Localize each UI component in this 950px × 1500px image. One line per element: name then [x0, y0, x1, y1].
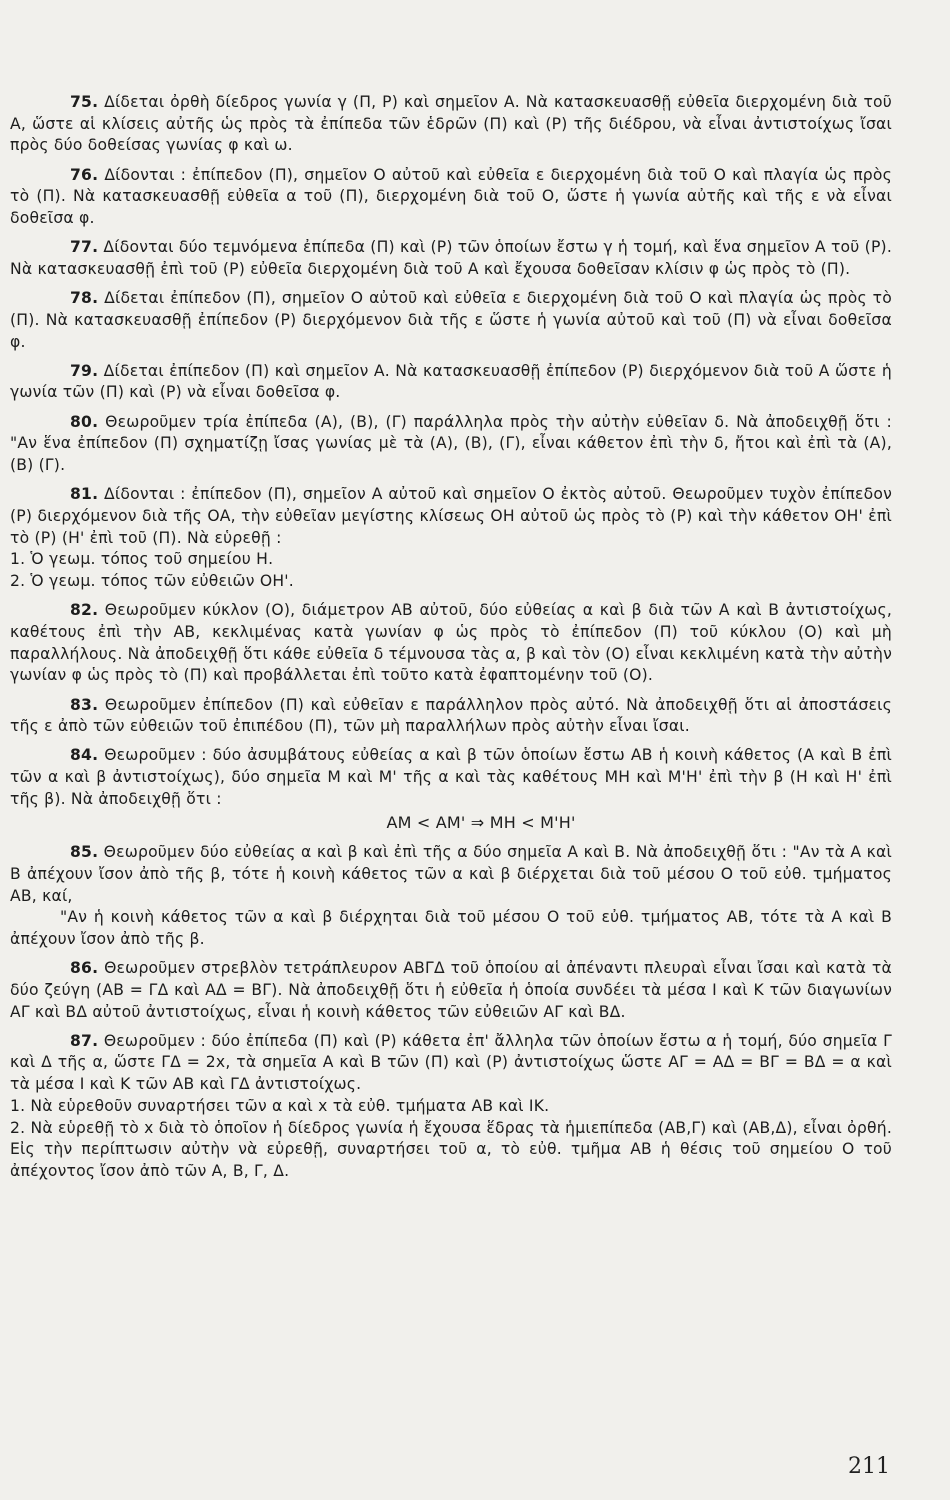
problem-text: Θεωροῦμεν ἐπίπεδον (Π) καὶ εὐθεῖαν ε παράλληλον πρὸς αὐτό. Νὰ ἀποδειχθῇ ὅτι αἱ ἀποστάσεις τῆς ε ἀπὸ τῶν εὐθειῶν τοῦ ἐπιπέδου (Π), τῶν μὴ παραλλήλων πρὸς αὐτὴν εἶναι ἴσαι. — [10, 695, 892, 736]
problem-text: Δίδονται : ἐπίπεδον (Π), σημεῖον Ο αὐτοῦ καὶ εὐθεῖα ε διερχομένη διὰ τοῦ Ο καὶ πλαγία ὡς πρὸς τὸ (Π). Νὰ κατασκευασθῇ εὐθεῖα α τοῦ (Π), διερχομένη διὰ τοῦ Ο, ὥστε ἡ γωνία αὐτῆς καὶ τῆς ε νὰ εἶναι δοθεῖσα φ. — [10, 165, 892, 228]
problem-75 — [10, 92, 892, 157]
sub-item: 2. Ὁ γεωμ. τόπος τῶν εὐθειῶν ΟΗ'. — [10, 572, 294, 591]
problem-84 — [10, 745, 892, 834]
problem-number: 78. — [70, 289, 99, 308]
problem-82 — [10, 600, 892, 687]
problem-number: 80. — [70, 412, 99, 431]
problem-text: Θεωροῦμεν κύκλον (Ο), διάμετρον ΑΒ αὐτοῦ, δύο εὐθείας α καὶ β διὰ τῶν Α καὶ Β ἀντιστοίχως, καθέτους ἐπὶ τὴν ΑΒ, κεκλιμένας κατὰ γωνίαν φ ὡς πρὸς τὸ ἐπίπεδον (Π) τοῦ κύκλου (Ο) καὶ μὴ παραλλήλους. Νὰ ἀποδειχθῇ ὅτι κάθε εὐθεῖα δ τέμνουσα τὰς α, β καὶ τὸν (Ο) εἶναι κεκλιμένη κατὰ τὴν αὐτὴν γωνίαν φ ὡς πρὸς τὸ (Π) καὶ προβάλλεται ἐπὶ τοῦτο κατὰ ἐφαπτομένην τοῦ (Ο). — [10, 601, 892, 685]
problem-text: Δίδεται ἐπίπεδον (Π), σημεῖον Ο αὐτοῦ καὶ εὐθεῖα ε διερχομένη διὰ τοῦ Ο καὶ πλαγία ὡς πρὸς τὸ (Π). Νὰ κατασκευασθῇ ἐπίπεδον (Ρ) διερχόμενον διὰ τῆς ε ὥστε ἡ γωνία αὐτοῦ καὶ τοῦ (Π) νὰ εἶναι δοθεῖσα φ. — [10, 289, 892, 351]
problem-text: Θεωροῦμεν : δύο ἀσυμβάτους εὐθείας α καὶ β τῶν ὁποίων ἔστω ΑΒ ἡ κοινὴ κάθετος (Α καὶ Β ἐπὶ τῶν α καὶ β ἀντιστοίχως), δύο σημεῖα Μ καὶ Μ' τῆς α καὶ τὰς καθέτους ΜΗ καὶ Μ'Η' ἐπὶ τὴν β (Η καὶ Η' ἐπὶ τῆς β). Νὰ ἀποδειχθῇ ὅτι : — [10, 746, 892, 808]
problem-83 — [10, 695, 892, 738]
problem-number: 87. — [70, 1031, 99, 1050]
problem-text: Θεωροῦμεν στρεβλὸν τετράπλευρον ΑΒΓΔ τοῦ ὁποίου αἱ ἀπέναντι πλευραὶ εἶναι ἴσαι καὶ κατὰ τὰ δύο ζεύγη (ΑΒ = ΓΔ καὶ ΑΔ = ΒΓ). Νὰ ἀποδειχθῇ ὅτι ἡ εὐθεῖα ἡ ὁποία συνδέει τὰ μέσα Ι καὶ Κ τῶν διαγωνίων ΑΓ καὶ ΒΔ αὐτοῦ ἀντιστοίχως, εἶναι ἡ κοινὴ κάθετος τῶν εὐθειῶν ΑΓ καὶ ΒΔ. — [10, 959, 892, 1021]
problem-number: 83. — [70, 695, 99, 714]
problem-number: 75. — [70, 93, 99, 111]
problem-77 — [10, 237, 892, 280]
problem-number: 76. — [70, 165, 99, 184]
problem-80 — [10, 412, 892, 477]
page-number: 211 — [848, 1454, 890, 1479]
problem-text: Δίδονται δύο τεμνόμενα ἐπίπεδα (Π) καὶ (Ρ) τῶν ὁποίων ἔστω γ ἡ τομή, καὶ ἕνα σημεῖον Α τοῦ (Ρ). Νὰ κατασκευασθῇ ἐπὶ τοῦ (Ρ) εὐθεῖα διερχομένη διὰ τοῦ Α καὶ ἔχουσα δοθεῖσαν κλίσιν φ ὡς πρὸς τὸ (Π). — [10, 238, 892, 278]
sub-item: 1. Νὰ εὑρεθοῦν συναρτήσει τῶν α καὶ x τὰ εὐθ. τμήματα ΑΒ καὶ ΙΚ. — [10, 1096, 550, 1115]
problem-text: Θεωροῦμεν : δύο ἐπίπεδα (Π) καὶ (Ρ) κάθετα ἐπ' ἄλληλα τῶν ὁποίων ἔστω α ἡ τομή, δύο σημεῖα Γ καὶ Δ τῆς α, ὥστε ΓΔ = 2x, τὰ σημεῖα Α καὶ Β τῶν (Π) καὶ (Ρ) ἀντιστοίχως ὥστε ΑΓ = ΑΔ = ΒΓ = ΒΔ = α καὶ τὰ μέσα Ι καὶ Κ τῶν ΑΒ καὶ ΓΔ ἀντιστοίχως. — [10, 1031, 892, 1094]
problem-81 — [10, 484, 892, 593]
problem-text: Δίδονται : ἐπίπεδον (Π), σημεῖον Α αὐτοῦ καὶ σημεῖον Ο ἐκτὸς αὐτοῦ. Θεωροῦμεν τυχὸν ἐπίπεδον (Ρ) διερχόμενον διὰ τῆς ΟΑ, τὴν εὐθεῖαν μεγίστης κλίσεως ΟΗ αὐτοῦ ὡς πρὸς τὸ (Ρ) καὶ τὴν κάθετον ΟΗ' ἐπὶ τὸ (Ρ) (Η' ἐπὶ τοῦ (Π). Νὰ εὑρεθῇ : — [10, 485, 892, 547]
problem-text: Θεωροῦμεν τρία ἐπίπεδα (Α), (Β), (Γ) παράλληλα πρὸς τὴν αὐτὴν εὐθεῖαν δ. Νὰ ἀποδειχθῇ ὅτι : "Αν ἕνα ἐπίπεδον (Π) σχηματίζῃ ἴσας γωνίας μὲ τὰ (Α), (Β), (Γ), εἶναι κάθετον ἐπὶ τὴν δ, ἤτοι καὶ ἐπὶ τὰ (Α), (Β) (Γ). — [10, 412, 892, 475]
problem-79 — [10, 361, 892, 404]
problem-number: 85. — [70, 843, 99, 862]
problem-number: 86. — [70, 959, 99, 978]
problem-continuation: "Αν ἡ κοινὴ κάθετος τῶν α καὶ β διέρχηται διὰ τοῦ μέσου Ο τοῦ εὐθ. τμήματος ΑΒ, τότε τὰ Α καὶ Β ἀπέχουν ἴσον ἀπὸ τῆς β. — [10, 908, 892, 948]
problem-number: 81. — [70, 485, 99, 504]
problem-number: 77. — [70, 238, 99, 257]
problem-85 — [10, 842, 892, 951]
problem-86 — [10, 958, 892, 1023]
problem-76 — [10, 165, 892, 230]
sub-item: 2. Νὰ εὑρεθῇ τὸ x διὰ τὸ ὁποῖον ἡ δίεδρος γωνία ἡ ἔχουσα ἕδρας τὰ ἡμιεπίπεδα (ΑΒ,Γ) καὶ (ΑΒ,Δ), εἶναι ὀρθή. Εἰς τὴν περίπτωσιν αὐτὴν νὰ εὑρεθῇ, συναρτήσει τοῦ α, τὸ εὐθ. τμῆμα ΑΒ ἡ θέσις τοῦ σημείου Ο τοῦ ἀπέχοντος ἴσον ἀπὸ τῶν Α, Β, Γ, Δ. — [10, 1118, 892, 1180]
problem-text: Θεωροῦμεν δύο εὐθείας α καὶ β καὶ ἐπὶ τῆς α δύο σημεῖα Α καὶ Β. Νὰ ἀποδειχθῇ ὅτι : "Αν τὰ Α καὶ Β ἀπέχουν ἴσον ἀπὸ τῆς β, τότε ἡ κοινὴ κάθετος τῶν α καὶ β διέρχεται διὰ τοῦ μέσου Ο τοῦ εὐθ. τμήματος ΑΒ, καί, — [10, 843, 892, 905]
sub-item: 1. Ὁ γεωμ. τόπος τοῦ σημείου Η. — [10, 550, 274, 569]
formula: ΑΜ < ΑΜ' ⇒ ΜΗ < Μ'Η' — [386, 812, 576, 832]
problem-78 — [10, 288, 892, 353]
problem-number: 82. — [70, 601, 99, 620]
problem-87 — [10, 1031, 892, 1183]
problem-number: 84. — [70, 746, 99, 765]
problem-text: Δίδεται ἐπίπεδον (Π) καὶ σημεῖον Α. Νὰ κατασκευασθῇ ἐπίπεδον (Ρ) διερχόμενον διὰ τοῦ Α ὥστε ἡ γωνία τῶν (Π) καὶ (Ρ) νὰ εἶναι δοθεῖσα φ. — [10, 361, 892, 402]
problem-number: 79. — [70, 361, 99, 380]
problem-text: Δίδεται ὀρθὴ δίεδρος γωνία γ (Π, Ρ) καὶ σημεῖον Α. Νὰ κατασκευασθῇ εὐθεῖα διερχομένη διὰ τοῦ Α, ὥστε αἱ κλίσεις αὐτῆς ὡς πρὸς τὰ ἐπίπεδα τῶν ἑδρῶν (Π) καὶ (Ρ) τῆς διέδρου, νὰ εἶναι ἀντιστοίχως ἴσαι πρὸς δύο δοθείσας γωνίας φ καὶ ω. — [10, 93, 892, 155]
